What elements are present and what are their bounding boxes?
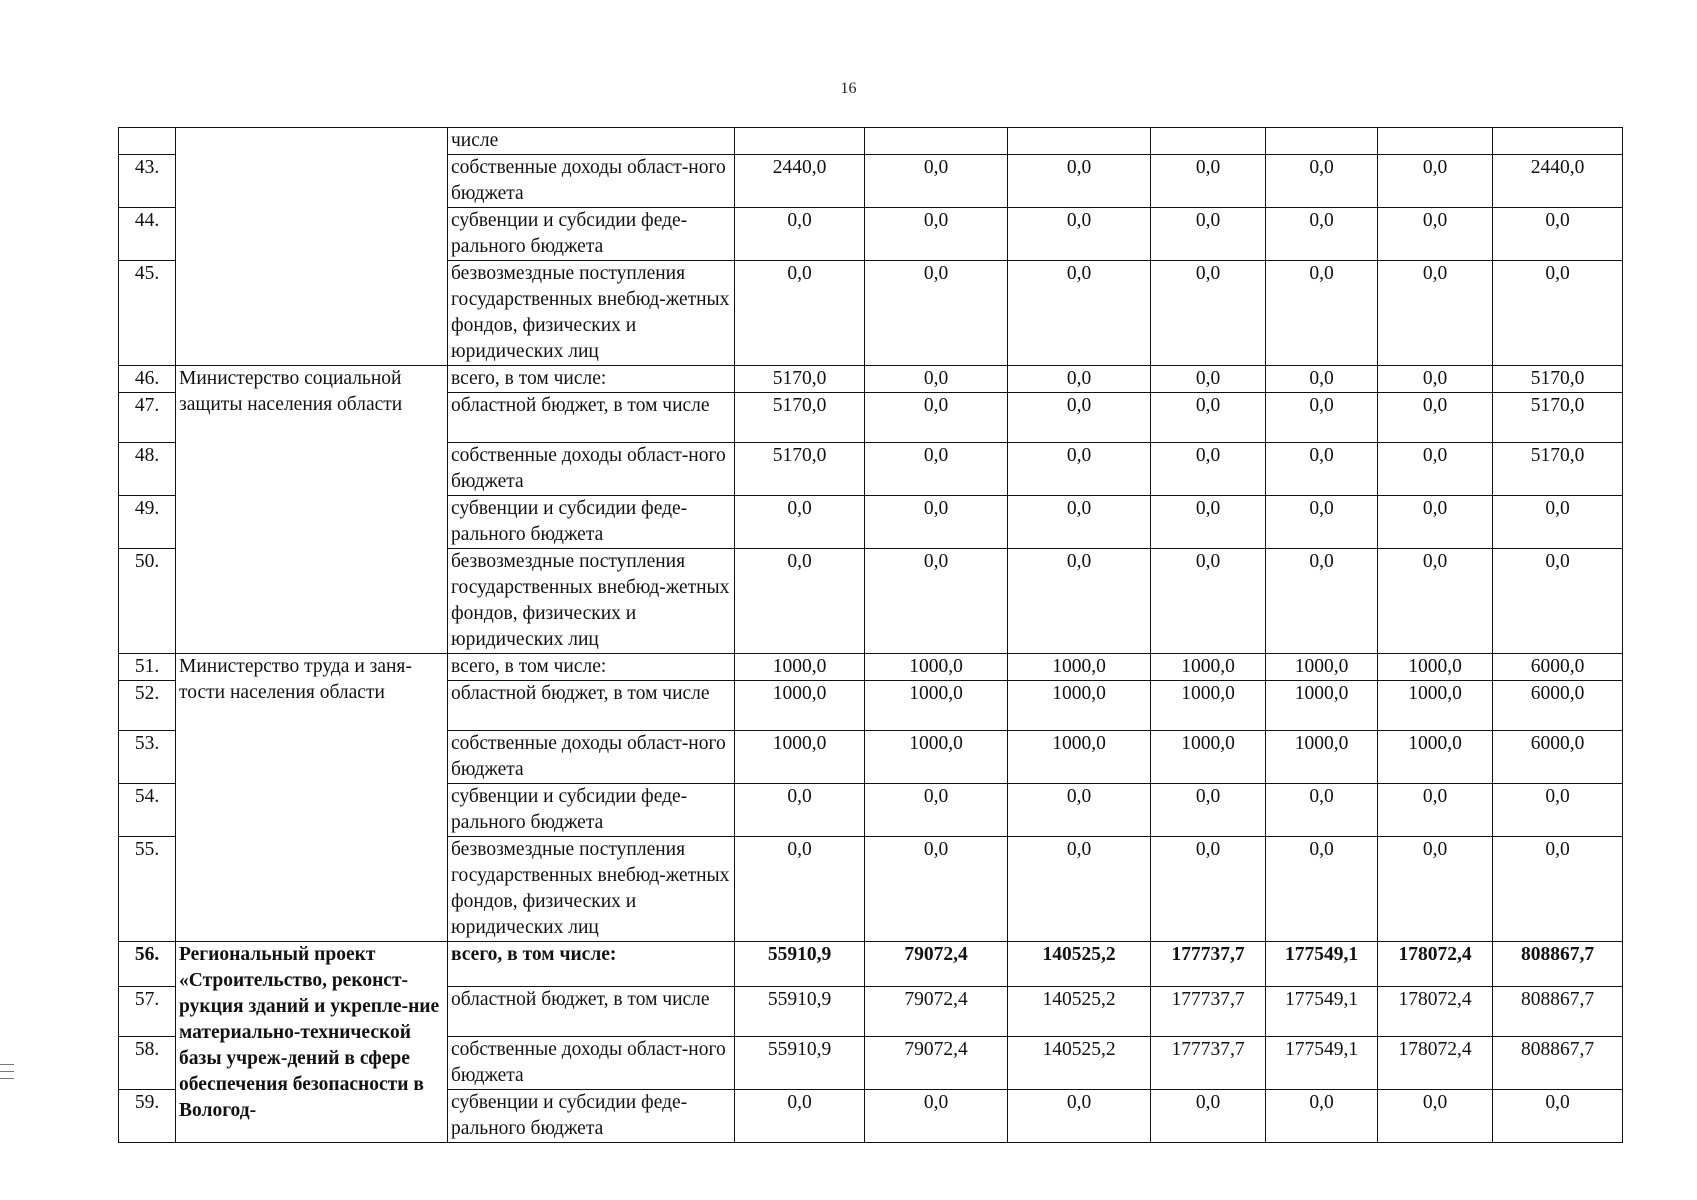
year-value: 0,0 bbox=[1378, 837, 1493, 942]
year-value: 0,0 bbox=[1151, 784, 1266, 837]
year-value: 0,0 bbox=[1266, 496, 1378, 549]
funding-source: всего, в том числе: bbox=[448, 942, 735, 987]
year-value: 0,0 bbox=[865, 549, 1008, 654]
total-value: 808867,7 bbox=[1493, 1037, 1623, 1090]
year-value: 0,0 bbox=[1378, 1090, 1493, 1143]
year-value: 0,0 bbox=[1008, 549, 1151, 654]
total-value: 0,0 bbox=[1493, 496, 1623, 549]
year-value: 1000,0 bbox=[1266, 654, 1378, 681]
year-value: 177737,7 bbox=[1151, 942, 1266, 987]
year-value: 0,0 bbox=[1266, 784, 1378, 837]
total-value: 0,0 bbox=[1493, 549, 1623, 654]
year-value: 79072,4 bbox=[865, 942, 1008, 987]
year-value: 0,0 bbox=[1151, 549, 1266, 654]
year-value: 0,0 bbox=[1378, 261, 1493, 366]
year-value: 0,0 bbox=[735, 261, 865, 366]
row-number: 45. bbox=[119, 261, 176, 366]
year-value: 79072,4 bbox=[865, 1037, 1008, 1090]
year-value: 55910,9 bbox=[735, 942, 865, 987]
year-value: 5170,0 bbox=[735, 393, 865, 443]
year-value: 0,0 bbox=[1151, 837, 1266, 942]
funding-source: собственные доходы област-ного бюджета bbox=[448, 1037, 735, 1090]
funding-source: всего, в том числе: bbox=[448, 366, 735, 393]
total-value: 0,0 bbox=[1493, 1090, 1623, 1143]
year-value: 177549,1 bbox=[1266, 942, 1378, 987]
funding-source: собственные доходы област-ного бюджета bbox=[448, 731, 735, 784]
total-value: 5170,0 bbox=[1493, 393, 1623, 443]
funding-source: субвенции и субсидии феде-рального бюджета bbox=[448, 1090, 735, 1143]
year-value: 0,0 bbox=[865, 1090, 1008, 1143]
year-value: 1000,0 bbox=[735, 654, 865, 681]
year-value: 0,0 bbox=[1008, 837, 1151, 942]
row-number: 43. bbox=[119, 155, 176, 208]
year-value: 55910,9 bbox=[735, 987, 865, 1037]
year-value bbox=[865, 128, 1008, 155]
year-value: 0,0 bbox=[1008, 366, 1151, 393]
year-value: 0,0 bbox=[1008, 496, 1151, 549]
total-value: 0,0 bbox=[1493, 784, 1623, 837]
year-value: 0,0 bbox=[1008, 393, 1151, 443]
year-value bbox=[1266, 128, 1378, 155]
year-value: 1000,0 bbox=[1151, 681, 1266, 731]
year-value: 1000,0 bbox=[1151, 731, 1266, 784]
budget-table bbox=[118, 127, 1623, 1143]
row-number: 52. bbox=[119, 681, 176, 731]
year-value: 0,0 bbox=[1151, 496, 1266, 549]
year-value bbox=[735, 128, 865, 155]
scan-edge-mark bbox=[0, 1071, 14, 1072]
year-value: 0,0 bbox=[735, 208, 865, 261]
year-value: 0,0 bbox=[1266, 837, 1378, 942]
year-value: 0,0 bbox=[1151, 155, 1266, 208]
year-value: 0,0 bbox=[1266, 393, 1378, 443]
year-value: 0,0 bbox=[735, 784, 865, 837]
funding-source: субвенции и субсидии феде-рального бюджета bbox=[448, 496, 735, 549]
year-value: 0,0 bbox=[1266, 1090, 1378, 1143]
year-value: 0,0 bbox=[865, 366, 1008, 393]
total-value: 5170,0 bbox=[1493, 443, 1623, 496]
year-value: 0,0 bbox=[865, 261, 1008, 366]
organization-name: Министерство труда и заня-тости населения области bbox=[176, 654, 448, 942]
organization-name: Региональный проект «Строительство, реконст-рукция зданий и укрепле-ние материально-технической базы учреж-дений в сфере обеспечения безопасности в Вологод- bbox=[176, 942, 448, 1143]
table-row bbox=[119, 128, 1623, 155]
row-number bbox=[119, 128, 176, 155]
total-value: 6000,0 bbox=[1493, 681, 1623, 731]
year-value: 1000,0 bbox=[735, 731, 865, 784]
year-value bbox=[1008, 128, 1151, 155]
year-value: 0,0 bbox=[735, 549, 865, 654]
funding-source: безвозмездные поступления государственных внебюд-жетных фондов, физических и юридических лиц bbox=[448, 549, 735, 654]
year-value: 177549,1 bbox=[1266, 1037, 1378, 1090]
year-value: 0,0 bbox=[1378, 549, 1493, 654]
year-value: 0,0 bbox=[1378, 443, 1493, 496]
row-number: 44. bbox=[119, 208, 176, 261]
year-value: 0,0 bbox=[1266, 261, 1378, 366]
row-number: 51. bbox=[119, 654, 176, 681]
year-value: 0,0 bbox=[1266, 443, 1378, 496]
year-value: 5170,0 bbox=[735, 366, 865, 393]
row-number: 57. bbox=[119, 987, 176, 1037]
year-value: 79072,4 bbox=[865, 987, 1008, 1037]
year-value: 178072,4 bbox=[1378, 1037, 1493, 1090]
scan-edge-mark bbox=[0, 1078, 14, 1079]
year-value: 1000,0 bbox=[865, 731, 1008, 784]
total-value: 5170,0 bbox=[1493, 366, 1623, 393]
year-value: 0,0 bbox=[1378, 155, 1493, 208]
funding-source: безвозмездные поступления государственных внебюд-жетных фондов, физических и юридических лиц bbox=[448, 837, 735, 942]
year-value: 0,0 bbox=[865, 443, 1008, 496]
total-value: 0,0 bbox=[1493, 261, 1623, 366]
year-value: 177737,7 bbox=[1151, 987, 1266, 1037]
row-number: 50. bbox=[119, 549, 176, 654]
row-number: 47. bbox=[119, 393, 176, 443]
total-value: 0,0 bbox=[1493, 837, 1623, 942]
funding-source: областной бюджет, в том числе bbox=[448, 987, 735, 1037]
year-value: 1000,0 bbox=[1266, 731, 1378, 784]
row-number: 59. bbox=[119, 1090, 176, 1143]
funding-source: субвенции и субсидии феде-рального бюджета bbox=[448, 208, 735, 261]
year-value: 0,0 bbox=[1378, 784, 1493, 837]
total-value: 6000,0 bbox=[1493, 731, 1623, 784]
funding-source: субвенции и субсидии феде-рального бюджета bbox=[448, 784, 735, 837]
year-value: 0,0 bbox=[1151, 1090, 1266, 1143]
year-value: 0,0 bbox=[1151, 366, 1266, 393]
year-value: 0,0 bbox=[1008, 208, 1151, 261]
year-value: 140525,2 bbox=[1008, 1037, 1151, 1090]
year-value: 0,0 bbox=[1151, 393, 1266, 443]
year-value: 0,0 bbox=[865, 155, 1008, 208]
funding-source: собственные доходы област-ного бюджета bbox=[448, 155, 735, 208]
year-value: 0,0 bbox=[1378, 208, 1493, 261]
year-value: 1000,0 bbox=[865, 681, 1008, 731]
scan-edge-mark bbox=[0, 1064, 14, 1065]
year-value: 0,0 bbox=[1266, 155, 1378, 208]
year-value: 178072,4 bbox=[1378, 942, 1493, 987]
row-number: 49. bbox=[119, 496, 176, 549]
total-value: 6000,0 bbox=[1493, 654, 1623, 681]
table-row bbox=[119, 942, 1623, 987]
organization-name: Министерство социальной защиты населения области bbox=[176, 366, 448, 654]
year-value: 0,0 bbox=[865, 393, 1008, 443]
funding-source: всего, в том числе: bbox=[448, 654, 735, 681]
row-number: 48. bbox=[119, 443, 176, 496]
year-value: 0,0 bbox=[1008, 784, 1151, 837]
year-value: 0,0 bbox=[1151, 208, 1266, 261]
year-value: 0,0 bbox=[1266, 549, 1378, 654]
row-number: 46. bbox=[119, 366, 176, 393]
year-value: 0,0 bbox=[1378, 393, 1493, 443]
year-value: 0,0 bbox=[735, 837, 865, 942]
year-value: 1000,0 bbox=[1008, 731, 1151, 784]
row-number: 56. bbox=[119, 942, 176, 987]
year-value: 1000,0 bbox=[865, 654, 1008, 681]
total-value bbox=[1493, 128, 1623, 155]
year-value: 1000,0 bbox=[1378, 681, 1493, 731]
year-value: 1000,0 bbox=[735, 681, 865, 731]
year-value: 0,0 bbox=[1151, 261, 1266, 366]
row-number: 54. bbox=[119, 784, 176, 837]
year-value: 0,0 bbox=[865, 496, 1008, 549]
year-value: 0,0 bbox=[735, 1090, 865, 1143]
total-value: 2440,0 bbox=[1493, 155, 1623, 208]
year-value: 0,0 bbox=[1266, 208, 1378, 261]
year-value bbox=[1151, 128, 1266, 155]
year-value: 0,0 bbox=[1151, 443, 1266, 496]
year-value: 0,0 bbox=[1378, 496, 1493, 549]
total-value: 808867,7 bbox=[1493, 987, 1623, 1037]
year-value: 1000,0 bbox=[1151, 654, 1266, 681]
organization-name bbox=[176, 128, 448, 366]
year-value: 0,0 bbox=[1008, 261, 1151, 366]
year-value: 1000,0 bbox=[1266, 681, 1378, 731]
funding-source: областной бюджет, в том числе bbox=[448, 393, 735, 443]
year-value: 0,0 bbox=[865, 784, 1008, 837]
year-value: 0,0 bbox=[865, 208, 1008, 261]
funding-source: областной бюджет, в том числе bbox=[448, 681, 735, 731]
total-value: 0,0 bbox=[1493, 208, 1623, 261]
year-value: 0,0 bbox=[1008, 1090, 1151, 1143]
year-value: 0,0 bbox=[865, 837, 1008, 942]
year-value: 178072,4 bbox=[1378, 987, 1493, 1037]
year-value: 0,0 bbox=[1266, 366, 1378, 393]
table-row bbox=[119, 654, 1623, 681]
funding-source: безвозмездные поступления государственных внебюд-жетных фондов, физических и юридических лиц bbox=[448, 261, 735, 366]
year-value: 1000,0 bbox=[1008, 654, 1151, 681]
row-number: 55. bbox=[119, 837, 176, 942]
row-number: 58. bbox=[119, 1037, 176, 1090]
year-value: 140525,2 bbox=[1008, 942, 1151, 987]
year-value: 55910,9 bbox=[735, 1037, 865, 1090]
year-value: 1000,0 bbox=[1378, 654, 1493, 681]
funding-source: числе bbox=[448, 128, 735, 155]
year-value: 177737,7 bbox=[1151, 1037, 1266, 1090]
year-value: 0,0 bbox=[1008, 443, 1151, 496]
year-value: 140525,2 bbox=[1008, 987, 1151, 1037]
year-value: 0,0 bbox=[1008, 155, 1151, 208]
year-value: 2440,0 bbox=[735, 155, 865, 208]
year-value: 0,0 bbox=[735, 496, 865, 549]
page-number: 16 bbox=[840, 80, 857, 97]
year-value: 0,0 bbox=[1378, 366, 1493, 393]
row-number: 53. bbox=[119, 731, 176, 784]
table-row bbox=[119, 366, 1623, 393]
year-value: 177549,1 bbox=[1266, 987, 1378, 1037]
year-value: 5170,0 bbox=[735, 443, 865, 496]
year-value: 1000,0 bbox=[1008, 681, 1151, 731]
total-value: 808867,7 bbox=[1493, 942, 1623, 987]
funding-source: собственные доходы област-ного бюджета bbox=[448, 443, 735, 496]
year-value: 1000,0 bbox=[1378, 731, 1493, 784]
year-value bbox=[1378, 128, 1493, 155]
